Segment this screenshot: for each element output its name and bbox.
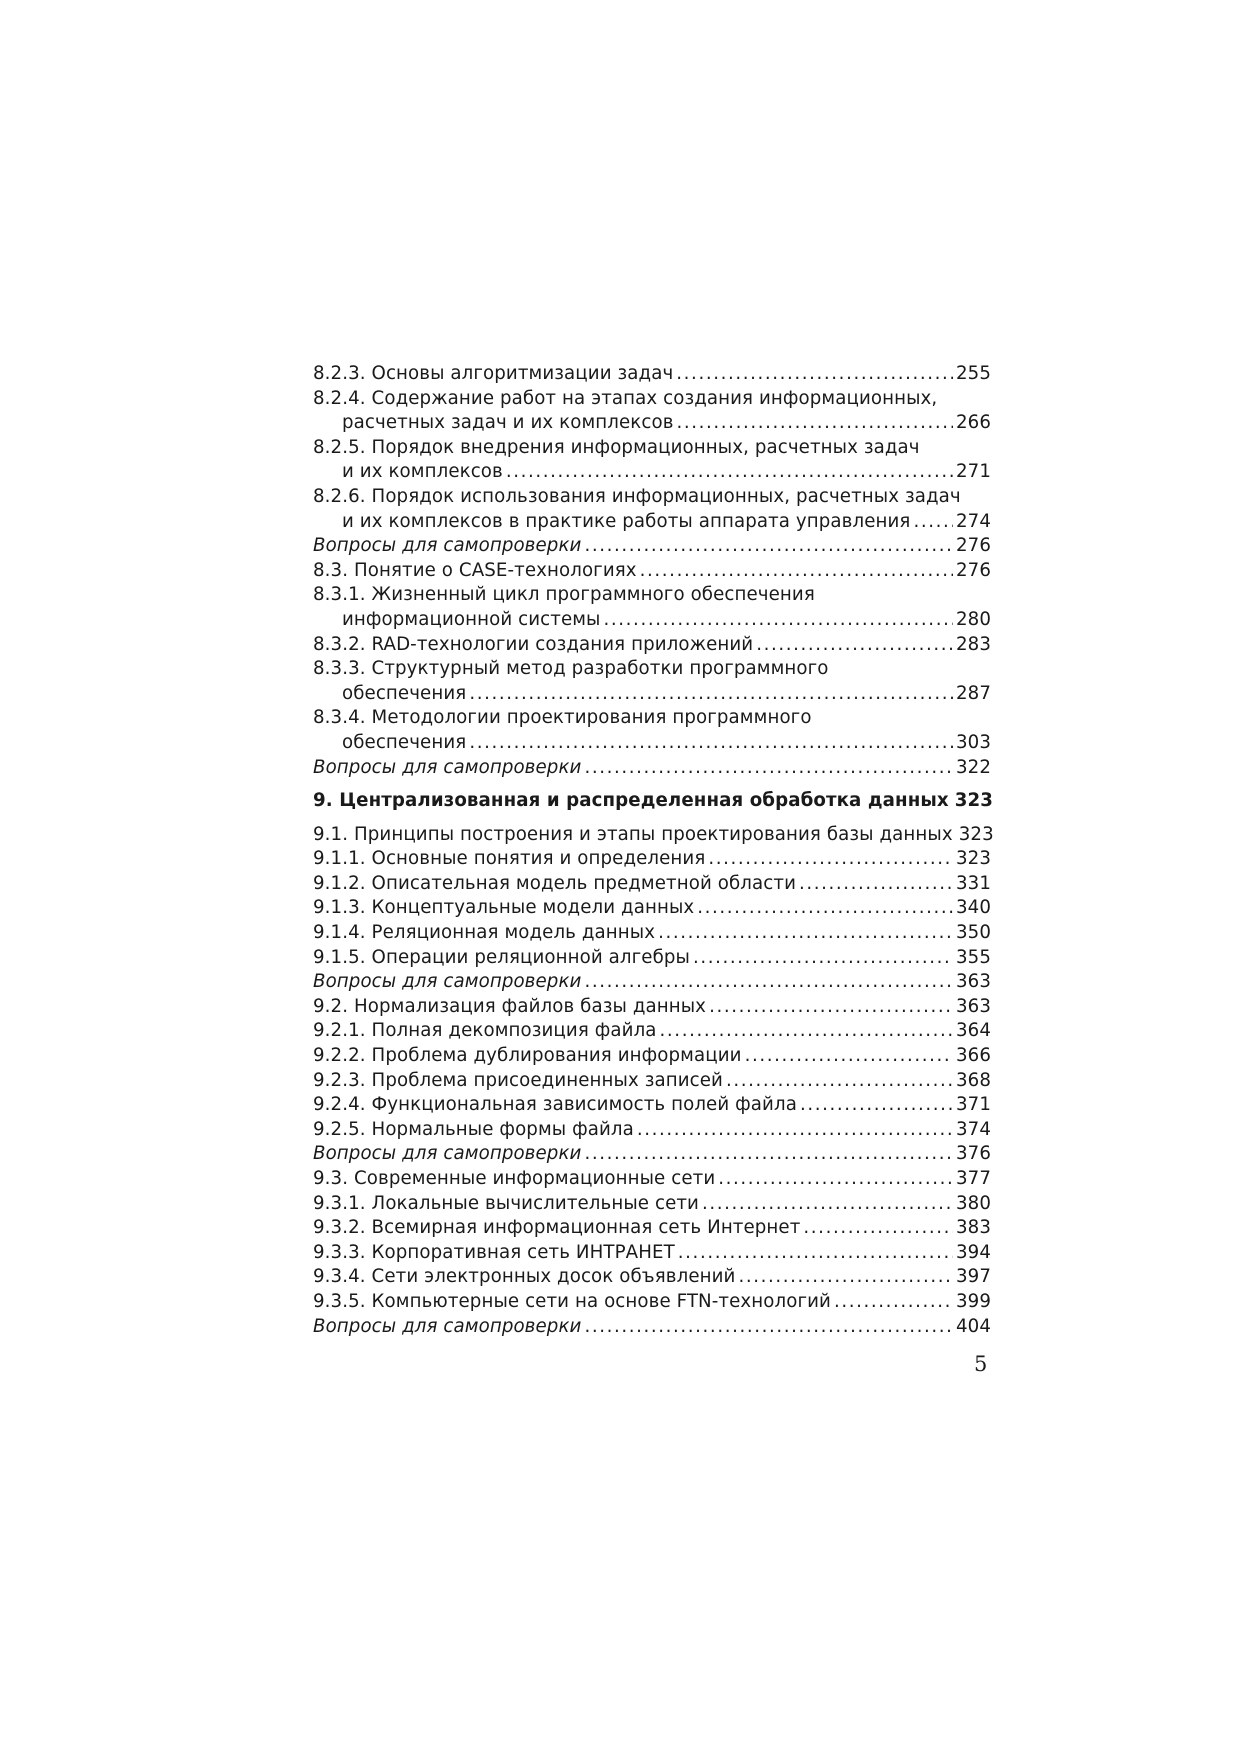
toc-line — [313, 1167, 991, 1192]
toc-entry-title-first-line: 8.2.4. Содержание работ на этапах создания информационных, — [313, 387, 938, 409]
page-number: 5 — [974, 1352, 988, 1376]
toc-entry-self-check — [313, 1142, 991, 1167]
toc-entry-page: 276 — [955, 535, 991, 557]
toc-entry-title: 9.2.2. Проблема дублирования информации — [313, 1045, 742, 1067]
toc-entry — [313, 1216, 991, 1241]
toc-entry-page: 374 — [955, 1118, 991, 1140]
toc-entry-page: 276 — [955, 559, 991, 581]
toc-entry-title: 9.3.2. Всемирная информационная сеть Интернет — [313, 1217, 801, 1239]
toc-entry-page: 399 — [955, 1290, 991, 1312]
toc-entry-page: 323 — [958, 823, 994, 845]
toc-entry-title: обеспечения — [342, 682, 467, 704]
toc-line — [313, 847, 991, 872]
toc-entry-page: 323 — [955, 848, 991, 870]
toc-entry-self-check — [313, 1315, 991, 1340]
toc-entry-title: 8.2.3. Основы алгоритмизации задач — [313, 363, 674, 384]
toc-entry-page: 371 — [955, 1094, 991, 1116]
toc-line — [313, 731, 991, 756]
toc-entry-page: 363 — [955, 995, 991, 1017]
toc-line — [313, 559, 991, 584]
leader-dots — [718, 1167, 953, 1192]
toc-entry-title: Вопросы для самопроверки — [313, 1315, 582, 1337]
leader-dots — [709, 995, 953, 1020]
toc-line — [313, 921, 991, 946]
toc-line — [313, 411, 991, 436]
toc-entry — [313, 706, 991, 755]
leader-dots — [702, 1192, 953, 1217]
leader-dots — [584, 970, 953, 995]
leader-dots — [677, 411, 953, 436]
toc-entry — [313, 1241, 991, 1266]
toc-entry — [313, 436, 991, 485]
toc-entry-title: Вопросы для самопроверки — [313, 1143, 582, 1165]
toc-entry — [313, 1069, 991, 1094]
toc-line — [313, 946, 991, 971]
toc-entry — [313, 847, 991, 872]
toc-entry — [313, 583, 991, 632]
toc-line — [313, 362, 991, 387]
toc-entry-title: 9.2.4. Функциональная зависимость полей файла — [313, 1094, 797, 1116]
toc-entry-title: Вопросы для самопроверки — [313, 971, 582, 993]
toc-line — [313, 872, 991, 897]
toc-line — [313, 970, 991, 995]
toc-entry — [313, 1019, 991, 1044]
toc-line — [313, 633, 991, 658]
leader-dots — [584, 534, 953, 559]
toc-line — [313, 1265, 991, 1290]
leader-dots — [660, 1019, 953, 1044]
toc-entry-title: обеспечения — [342, 731, 467, 753]
toc-entry — [313, 387, 991, 436]
toc-entry-page: 287 — [955, 682, 991, 704]
leader-dots — [693, 946, 953, 971]
toc-entry-page: 271 — [955, 461, 991, 483]
toc-entry-title: 9. Централизованная и распределенная обработка данных — [313, 790, 949, 812]
toc-entry — [313, 1265, 991, 1290]
leader-dots — [799, 872, 953, 897]
toc-line — [313, 1192, 991, 1217]
toc-entry-title-first-line: 8.2.5. Порядок внедрения информационных, расчетных задач — [313, 436, 920, 458]
leader-dots — [584, 756, 953, 781]
toc-line — [313, 1118, 991, 1143]
toc-chapter-heading — [313, 789, 991, 814]
toc-entry-title: Вопросы для самопроверки — [313, 535, 582, 557]
toc-entry-title-first-line: 8.2.6. Порядок использования информационных, расчетных задач — [313, 485, 961, 507]
toc-entry-title: 9.1.2. Описательная модель предметной области — [313, 872, 796, 894]
leader-dots — [708, 847, 953, 872]
toc-entry — [313, 1167, 991, 1192]
toc-entry — [313, 872, 991, 897]
leader-dots — [469, 731, 953, 756]
toc-entry-title: 8.3.2. RAD-технологии создания приложений — [313, 633, 754, 655]
toc-entry-title: 9.1.1. Основные понятия и определения — [313, 848, 706, 870]
toc-entry-title: расчетных задач и их комплексов — [342, 412, 674, 434]
toc-entry-self-check — [313, 534, 991, 559]
toc-entry-title-first-line: 8.3.1. Жизненный цикл программного обеспечения — [313, 584, 815, 606]
toc-line — [313, 1044, 991, 1069]
toc-line — [313, 1241, 991, 1266]
toc-entry-page: 363 — [955, 971, 991, 993]
leader-dots — [697, 896, 953, 921]
toc-entry-page: 255 — [955, 363, 991, 384]
toc-entry-title: Вопросы для самопроверки — [313, 756, 582, 778]
toc-line — [313, 823, 994, 848]
toc-entry-title: 9.2.3. Проблема присоединенных записей — [313, 1069, 723, 1091]
toc-entry-page: 377 — [955, 1168, 991, 1189]
toc-entry — [313, 1192, 991, 1217]
toc-entry-title: 9.1.5. Операции реляционной алгебры — [313, 946, 691, 968]
toc-line — [313, 789, 991, 814]
toc-entry-title: 9.1. Принципы построения и этапы проектирования базы данных — [313, 823, 953, 845]
toc-entry-page: 397 — [955, 1266, 991, 1288]
toc-entry-page: 368 — [955, 1069, 991, 1091]
toc-entry-title: информационной системы — [342, 608, 601, 630]
toc-entry-page: 340 — [955, 897, 991, 919]
toc-line — [313, 995, 991, 1020]
toc-entry-page: 394 — [955, 1241, 991, 1263]
leader-dots — [676, 362, 953, 387]
toc-entry-page: 380 — [955, 1192, 991, 1214]
leader-dots — [803, 1216, 953, 1241]
toc-entry-title: 9.1.3. Концептуальные модели данных — [313, 897, 695, 919]
toc-line — [313, 756, 991, 781]
toc-entry-title: и их комплексов — [342, 461, 503, 483]
toc-line — [313, 682, 991, 707]
toc-entry — [313, 1118, 991, 1143]
toc-entry-title: 9.3. Современные информационные сети — [313, 1168, 716, 1189]
toc-line — [313, 1315, 991, 1340]
leader-dots — [584, 1142, 953, 1167]
toc-entry-page: 322 — [955, 756, 991, 778]
leader-dots — [604, 608, 953, 633]
leader-dots — [640, 559, 953, 584]
toc-entry — [313, 1044, 991, 1069]
leader-dots — [913, 510, 953, 535]
toc-entry-title: 9.2. Нормализация файлов базы данных — [313, 995, 707, 1017]
toc-entry — [313, 1093, 991, 1118]
toc-entry — [313, 485, 991, 534]
toc-line — [313, 1069, 991, 1094]
toc-line — [313, 1290, 991, 1315]
leader-dots — [469, 682, 953, 707]
toc-entry — [313, 995, 991, 1020]
toc-entry-page: 366 — [955, 1045, 991, 1067]
toc-entry-title: 9.1.4. Реляционная модель данных — [313, 922, 656, 944]
toc-entry-page: 280 — [955, 608, 991, 630]
toc-entry-title: и их комплексов в практике работы аппарата управления — [342, 510, 911, 532]
toc-entry-page: 383 — [955, 1217, 991, 1239]
toc-entry-page: 364 — [955, 1020, 991, 1042]
toc-entry-title: 9.2.1. Полная декомпозиция файла — [313, 1020, 657, 1042]
toc-line — [313, 1019, 991, 1044]
toc-entry — [313, 362, 991, 387]
toc-entry — [313, 823, 994, 848]
toc-entry — [313, 921, 991, 946]
toc-entry — [313, 657, 991, 706]
toc-entry-page: 266 — [955, 412, 991, 434]
toc-line — [313, 510, 991, 535]
toc-entry-page: 404 — [955, 1315, 991, 1337]
toc-line — [313, 896, 991, 921]
leader-dots — [738, 1265, 953, 1290]
toc-entry — [313, 946, 991, 971]
toc-entry-page: 350 — [955, 922, 991, 944]
toc-entry — [313, 1290, 991, 1315]
toc-entry-page: 355 — [955, 946, 991, 968]
toc-entry-self-check — [313, 756, 991, 781]
toc-entry-title: 9.3.5. Компьютерные сети на основе FTN-технологий — [313, 1290, 831, 1312]
leader-dots — [745, 1044, 953, 1069]
toc-entry-title-first-line: 8.3.4. Методологии проектирования программного — [313, 707, 812, 729]
toc-entry-title-first-line: 8.3.3. Структурный метод разработки программного — [313, 658, 829, 680]
toc-entry — [313, 896, 991, 921]
toc-entry-self-check — [313, 970, 991, 995]
leader-dots — [584, 1315, 953, 1340]
toc-entry-title: 8.3. Понятие о CASE-технологиях — [313, 559, 637, 581]
toc-line — [313, 1093, 991, 1118]
leader-dots — [726, 1069, 953, 1094]
leader-dots — [658, 921, 953, 946]
toc-entry-page: 323 — [954, 790, 993, 812]
toc-line — [313, 1216, 991, 1241]
toc-entry — [313, 559, 991, 584]
toc-entry-page: 274 — [955, 510, 991, 532]
toc-line — [313, 1142, 991, 1167]
toc-entry-title: 9.3.4. Сети электронных досок объявлений — [313, 1266, 736, 1288]
leader-dots — [506, 460, 953, 485]
toc-line — [313, 608, 991, 633]
toc-entry-title: 9.2.5. Нормальные формы файла — [313, 1118, 634, 1140]
leader-dots — [756, 633, 953, 658]
toc-line — [313, 534, 991, 559]
leader-dots — [834, 1290, 953, 1315]
leader-dots — [637, 1118, 953, 1143]
toc-line — [313, 460, 991, 485]
toc-entry-title: 9.3.3. Корпоративная сеть ИНТРАНЕТ — [313, 1241, 675, 1263]
leader-dots — [678, 1241, 953, 1266]
toc-entry-page: 331 — [955, 872, 991, 894]
toc-entry-title: 9.3.1. Локальные вычислительные сети — [313, 1192, 699, 1214]
leader-dots — [800, 1093, 953, 1118]
toc-entry-page: 283 — [955, 633, 991, 655]
toc-entry-page: 303 — [955, 731, 991, 753]
toc-entry-page: 376 — [955, 1143, 991, 1165]
table-of-contents — [313, 362, 994, 1339]
toc-entry — [313, 633, 991, 658]
